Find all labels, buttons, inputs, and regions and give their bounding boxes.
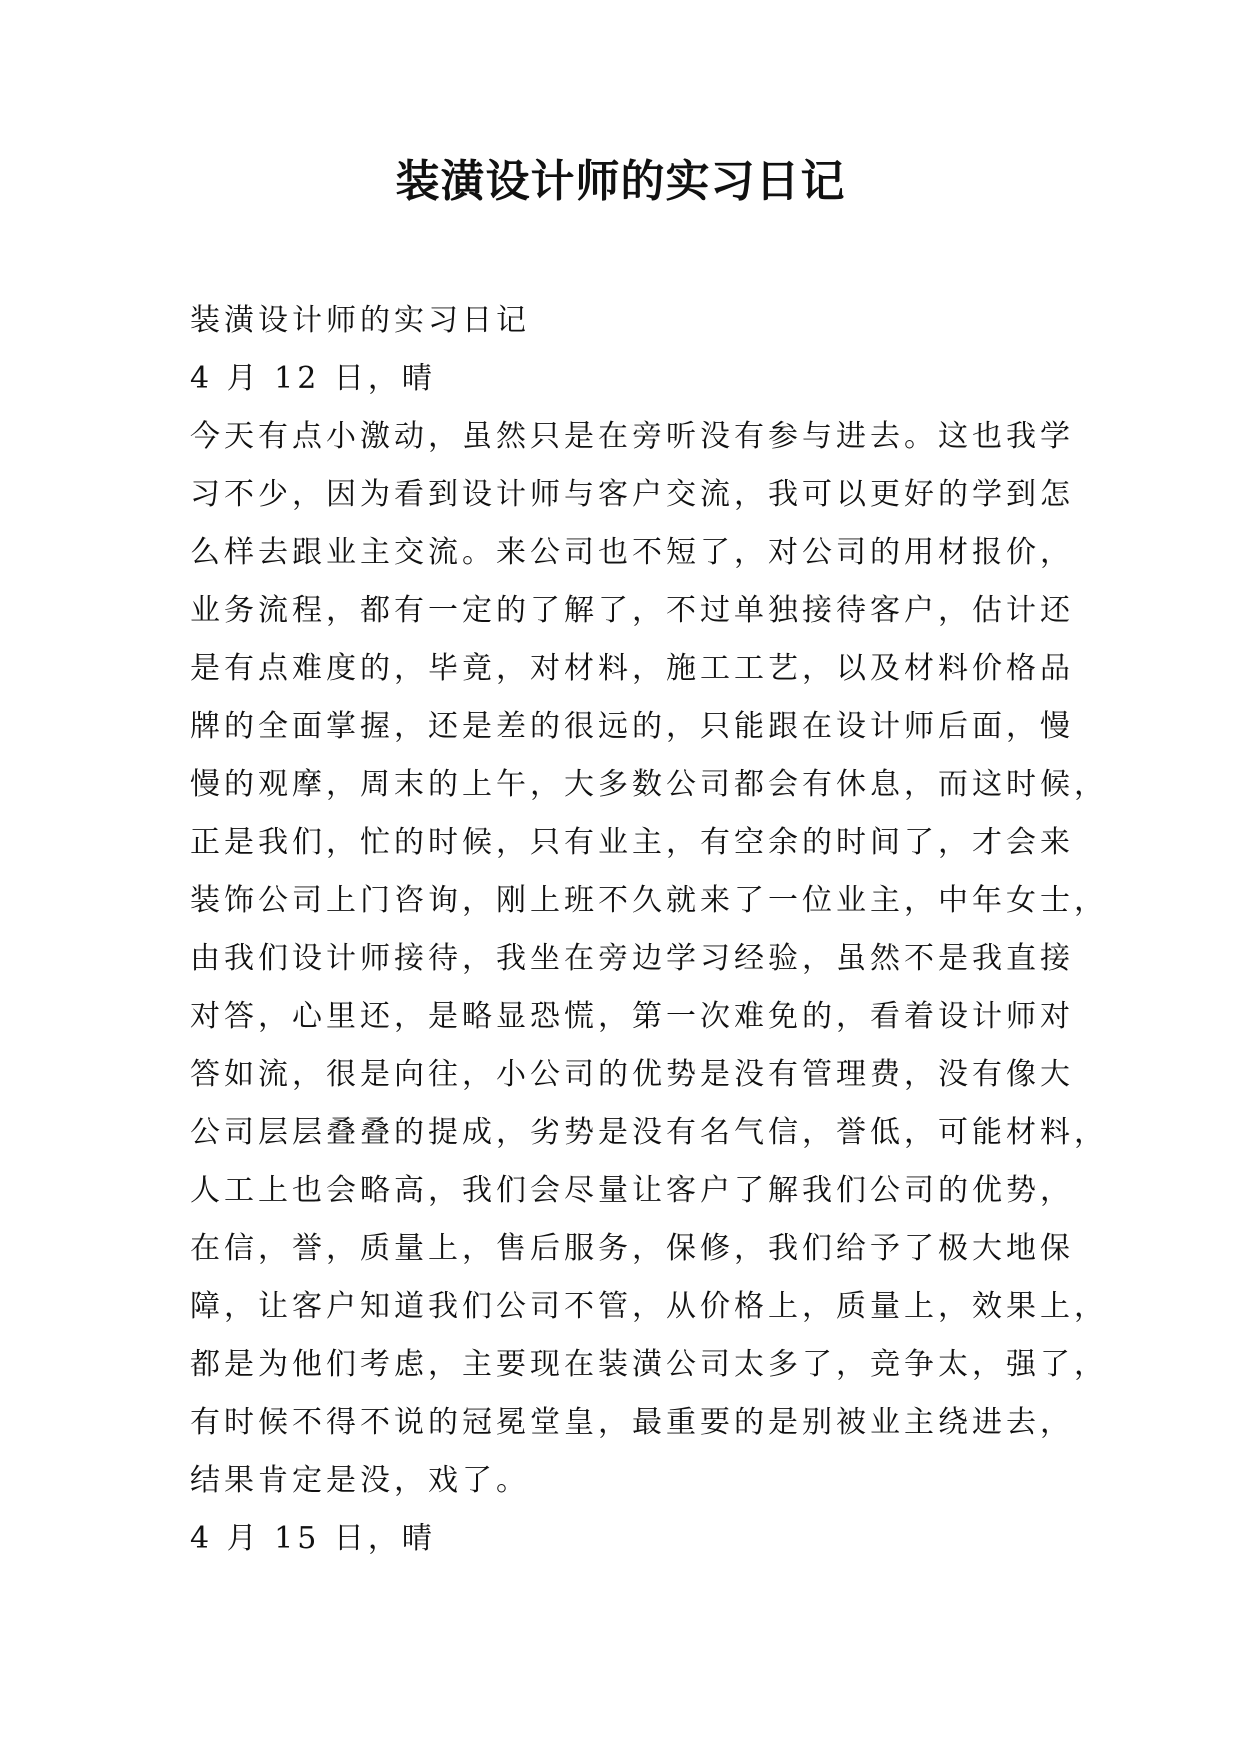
body-line: 由我们设计师接待，我坐在旁边学习经验，虽然不是我直接 bbox=[190, 941, 1074, 976]
body-line: 业务流程，都有一定的了解了，不过单独接待客户，估计还 bbox=[190, 593, 1074, 628]
document-title: 装潢设计师的实习日记 bbox=[395, 156, 846, 207]
body-line: 慢的观摩，周末的上午，大多数公司都会有休息，而这时候， bbox=[190, 767, 1108, 802]
body-line: 公司层层叠叠的提成，劣势是没有名气信，誉低，可能材料， bbox=[190, 1115, 1108, 1150]
body-line: 习不少，因为看到设计师与客户交流，我可以更好的学到怎 bbox=[190, 477, 1074, 512]
body-line: 答如流，很是向往，小公司的优势是没有管理费，没有像大 bbox=[190, 1057, 1074, 1092]
body-line-date: 4 月 15 日，晴 bbox=[190, 1521, 436, 1556]
document-body bbox=[190, 292, 1108, 1568]
body-line: 人工上也会略高，我们会尽量让客户了解我们公司的优势， bbox=[190, 1173, 1074, 1208]
body-line: 都是为他们考虑，主要现在装潢公司太多了，竞争太，强了， bbox=[190, 1347, 1108, 1382]
body-line-date: 4 月 12 日，晴 bbox=[190, 361, 436, 396]
body-line: 对答，心里还，是略显恐慌，第一次难免的，看着设计师对 bbox=[190, 999, 1074, 1034]
body-line: 在信，誉，质量上，售后服务，保修，我们给予了极大地保 bbox=[190, 1231, 1074, 1266]
body-line: 是有点难度的，毕竟，对材料，施工工艺，以及材料价格品 bbox=[190, 651, 1074, 686]
body-line: 牌的全面掌握，还是差的很远的，只能跟在设计师后面，慢 bbox=[190, 709, 1074, 744]
body-line: 正是我们，忙的时候，只有业主，有空余的时间了，才会来 bbox=[190, 825, 1074, 860]
body-line: 今天有点小激动，虽然只是在旁听没有参与进去。这也我学 bbox=[190, 419, 1074, 454]
body-line-subtitle: 装潢设计师的实习日记 bbox=[190, 303, 530, 338]
body-line: 障，让客户知道我们公司不管，从价格上，质量上，效果上， bbox=[190, 1289, 1108, 1324]
body-line: 结果肯定是没，戏了。 bbox=[190, 1463, 530, 1498]
body-line: 有时候不得不说的冠冕堂皇，最重要的是别被业主绕进去， bbox=[190, 1405, 1074, 1440]
body-line: 么样去跟业主交流。来公司也不短了，对公司的用材报价， bbox=[190, 535, 1074, 570]
body-line: 装饰公司上门咨询，刚上班不久就来了一位业主，中年女士， bbox=[190, 883, 1108, 918]
